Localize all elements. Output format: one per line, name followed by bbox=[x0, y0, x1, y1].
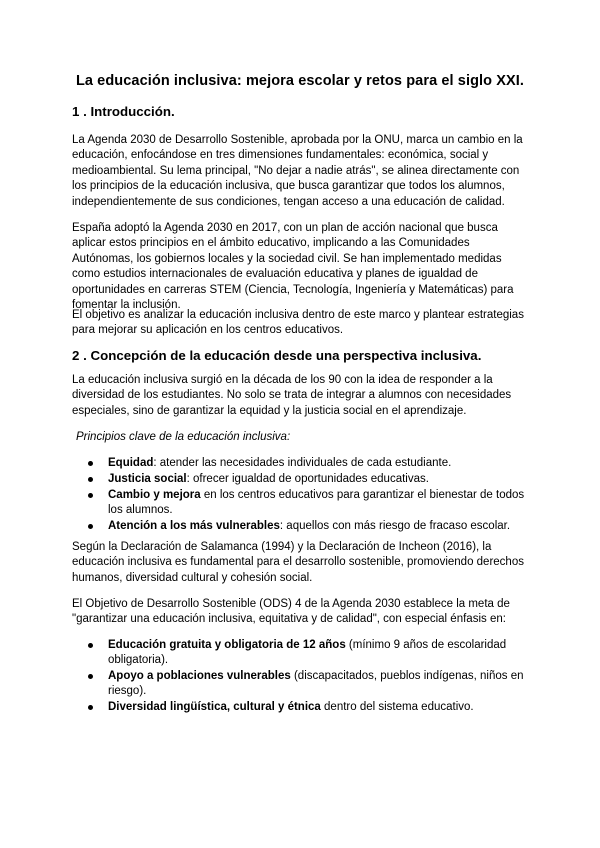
section-1-paragraph-2: España adoptó la Agenda 2030 en 2017, con un plan de acción nacional que busca aplicar estos principios en el ámbito educativo, implicando a las Comunidades Autónomas, los gobiernos locales y la sociedad civil. Se han implementado medidas como estudios internacionales de evaluación educativa y planes de igualdad de oportunidades en carreras STEM (Ciencia, Tecnología, Ingeniería y Matemáticas) para fomentar la inclusión. bbox=[72, 222, 514, 312]
ods-text: (mínimo 9 años de escolaridad obligatoria). bbox=[108, 639, 507, 667]
principle-term: Atención a los más vulnerables bbox=[108, 519, 280, 532]
list-item bbox=[72, 669, 532, 699]
section-1-heading: 1 . Introducción. bbox=[72, 104, 175, 119]
bullet-icon bbox=[88, 477, 93, 482]
bullet-icon bbox=[88, 493, 93, 498]
bullet-icon bbox=[88, 643, 93, 648]
principle-text: : ofrecer igualdad de oportunidades educativas. bbox=[186, 472, 429, 485]
principle-term: Cambio y mejora bbox=[108, 488, 201, 501]
ods-term: Educación gratuita y obligatoria de 12 años bbox=[108, 639, 346, 651]
bullet-icon bbox=[88, 524, 93, 529]
principle-term: Equidad bbox=[108, 457, 154, 469]
principle-text: : aquellos con más riesgo de fracaso escolar. bbox=[279, 519, 511, 532]
principle-term: Justicia social bbox=[108, 472, 187, 485]
section-1-paragraph-1: La Agenda 2030 de Desarrollo Sostenible, aprobada por la ONU, marca un cambio en la educación, enfocándose en tres dimensiones fundamentales: económica, social y medioambiental. Su lema principal, "No dejar a nadie atrás", se alinea directamente con los principios de la educación inclusiva, que busca garantizar que todos los alumnos, independientemente de sus condiciones, tengan acceso a una educación de calidad. bbox=[72, 134, 523, 208]
bullet-icon bbox=[88, 674, 93, 679]
bullet-icon bbox=[88, 705, 93, 710]
section-2-heading: 2 . Concepción de la educación desde una perspectiva inclusiva. bbox=[72, 348, 482, 363]
principles-list bbox=[72, 456, 532, 534]
section-2-paragraph-2: Según la Declaración de Salamanca (1994) y la Declaración de Incheon (2016), la educación inclusiva es fundamental para el desarrollo sostenible, promoviendo derechos humanos, diversidad cultural y cohesión social. bbox=[72, 541, 524, 584]
ods-text: (discapacitados, pueblos indígenas, niños en riesgo). bbox=[108, 670, 524, 698]
list-item bbox=[72, 488, 532, 518]
principle-text: en los centros educativos para garantizar el bienestar de todos los alumnos. bbox=[108, 488, 525, 516]
list-item bbox=[72, 638, 532, 668]
section-1-paragraph-3: El objetivo es analizar la educación inclusiva dentro de este marco y plantear estrategias para mejorar su aplicación en los centros educativos. bbox=[72, 309, 524, 337]
ods-term: Apoyo a poblaciones vulnerables bbox=[108, 670, 291, 682]
section-2-paragraph-3: El Objetivo de Desarrollo Sostenible (ODS) 4 de la Agenda 2030 establece la meta de "garantizar una educación inclusiva, equitativa y de calidad", con especial énfasis en: bbox=[72, 598, 510, 626]
section-2-paragraph-1: La educación inclusiva surgió en la década de los 90 con la idea de responder a la diversidad de los estudiantes. No solo se trata de integrar a alumnos con necesidades especiales, sino de garantizar la equidad y la justicia social en el aprendizaje. bbox=[72, 374, 512, 417]
principles-intro: Principios clave de la educación inclusiva: bbox=[76, 431, 291, 443]
ods-points-list bbox=[72, 638, 532, 716]
document-title: La educación inclusiva: mejora escolar y retos para el siglo XXI. bbox=[75, 73, 525, 89]
list-item bbox=[72, 519, 532, 534]
ods-term: Diversidad lingüística, cultural y étnica bbox=[108, 701, 321, 713]
list-item bbox=[72, 700, 532, 715]
principle-text: : atender las necesidades individuales de cada estudiante. bbox=[153, 457, 452, 469]
ods-text: dentro del sistema educativo. bbox=[320, 701, 474, 713]
bullet-icon bbox=[88, 461, 93, 466]
list-item bbox=[72, 472, 532, 487]
list-item bbox=[72, 456, 532, 471]
